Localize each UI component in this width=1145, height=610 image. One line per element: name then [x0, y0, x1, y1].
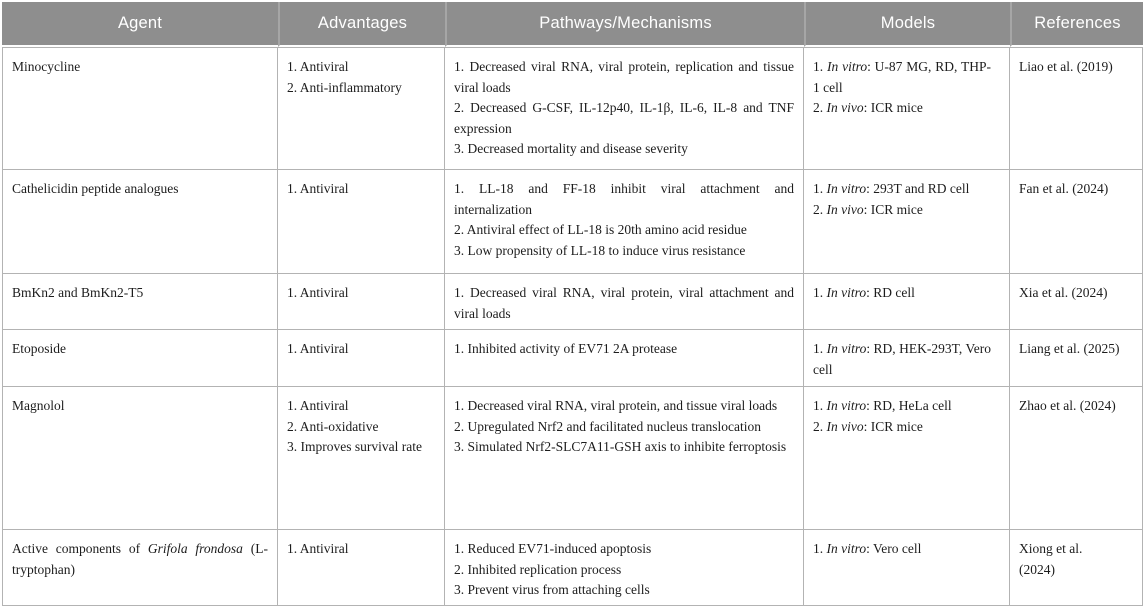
cell-line: Zhao et al. (2024)	[1019, 398, 1116, 413]
pathways-cell	[445, 387, 804, 530]
models-cell	[804, 530, 1010, 606]
cell-line: (2024)	[1019, 561, 1055, 577]
models-cell	[804, 274, 1010, 330]
cell-line: 2. Decreased G-CSF, IL-12p40, IL-1β, IL-6, IL-8 and TNF expression	[454, 100, 794, 136]
cell-line: 2. In vivo: ICR mice	[813, 418, 923, 434]
advantages-cell	[278, 170, 445, 274]
cell-line: 1. In vitro: RD cell	[813, 285, 915, 300]
cell-line: Cathelicidin peptide analogues	[12, 181, 179, 196]
cell-line: 3. Prevent virus from attaching cells	[454, 582, 650, 598]
cell-line: BmKn2 and BmKn2-T5	[12, 285, 144, 300]
agent-cell	[2, 170, 278, 274]
header-models: Models	[804, 2, 1010, 47]
advantages-cell	[278, 387, 445, 530]
header-references: References	[1010, 2, 1143, 47]
table-row	[2, 330, 1143, 387]
cell-line: 2. Antiviral effect of LL-18 is 20th amino acid residue	[454, 222, 747, 238]
agent-cell	[2, 387, 278, 530]
header-row	[2, 2, 1143, 47]
cell-line: Minocycline	[12, 59, 81, 74]
cell-line: 1. Antiviral	[287, 181, 349, 196]
cell-line: 1. In vitro: 293T and RD cell	[813, 181, 970, 196]
cell-line: 2. In vivo: ICR mice	[813, 100, 923, 116]
cell-line: 2. Anti-oxidative	[287, 418, 379, 434]
cell-line: 1. Antiviral	[287, 398, 349, 413]
pathways-cell	[445, 274, 804, 330]
cell-line: Etoposide	[12, 341, 66, 356]
cell-line: Active components of Grifola frondosa (L-tryptophan)	[12, 541, 268, 577]
table-body	[2, 47, 1143, 606]
header-pathways-mechanisms: Pathways/Mechanisms	[445, 2, 804, 47]
cell-line: 1. In vitro: U-87 MG, RD, THP-1 cell	[813, 59, 991, 95]
advantages-cell	[278, 530, 445, 606]
cell-line: 1. LL-18 and FF-18 inhibit viral attachment and internalization	[454, 181, 794, 217]
cell-line: 3. Decreased mortality and disease severity	[454, 141, 688, 157]
cell-line: 1. Antiviral	[287, 341, 349, 356]
cell-line: 1. In vitro: Vero cell	[813, 541, 922, 556]
agent-cell	[2, 330, 278, 387]
cell-line: 1. Decreased viral RNA, viral protein, and tissue viral loads	[454, 398, 778, 413]
cell-line: 1. In vitro: RD, HEK-293T, Vero cell	[813, 341, 991, 377]
table-header	[2, 2, 1143, 47]
pathways-cell	[445, 330, 804, 387]
cell-line: Magnolol	[12, 398, 65, 413]
reference-cell	[1010, 330, 1143, 387]
cell-line: Liao et al. (2019)	[1019, 59, 1113, 74]
cell-line: 3. Low propensity of LL-18 to induce virus resistance	[454, 242, 746, 258]
advantages-cell	[278, 47, 445, 170]
pathways-cell	[445, 530, 804, 606]
cell-line: Liang et al. (2025)	[1019, 341, 1120, 356]
advantages-cell	[278, 330, 445, 387]
cell-line: 2. In vivo: ICR mice	[813, 201, 923, 217]
advantages-cell	[278, 274, 445, 330]
header-advantages: Advantages	[278, 2, 445, 47]
cell-line: 2. Upregulated Nrf2 and facilitated nucleus translocation	[454, 418, 762, 434]
cell-line: Xia et al. (2024)	[1019, 285, 1108, 300]
agent-cell	[2, 530, 278, 606]
cell-line: 1. Antiviral	[287, 59, 349, 74]
cell-line: Fan et al. (2024)	[1019, 181, 1109, 196]
reference-cell	[1010, 170, 1143, 274]
table-row	[2, 274, 1143, 330]
cell-line: 1. Decreased viral RNA, viral protein, viral attachment and viral loads	[454, 285, 794, 321]
cell-line: 2. Anti-inflammatory	[287, 79, 402, 95]
models-cell	[804, 47, 1010, 170]
cell-line: 1. Reduced EV71-induced apoptosis	[454, 541, 652, 556]
reference-cell	[1010, 47, 1143, 170]
agent-cell	[2, 47, 278, 170]
cell-line: 1. Antiviral	[287, 541, 349, 556]
reference-cell	[1010, 530, 1143, 606]
table-row	[2, 387, 1143, 530]
table-row	[2, 530, 1143, 606]
table-row	[2, 47, 1143, 170]
header-agent: Agent	[2, 2, 278, 47]
agents-table	[2, 2, 1143, 606]
agent-cell	[2, 274, 278, 330]
models-cell	[804, 170, 1010, 274]
cell-line: 1. Inhibited activity of EV71 2A protease	[454, 341, 678, 356]
models-cell	[804, 330, 1010, 387]
models-cell	[804, 387, 1010, 530]
cell-line: 3. Improves survival rate	[287, 439, 422, 455]
cell-line: Xiong et al.	[1019, 541, 1083, 556]
pathways-cell	[445, 170, 804, 274]
cell-line: 1. In vitro: RD, HeLa cell	[813, 398, 952, 413]
table-row	[2, 170, 1143, 274]
cell-line: 1. Antiviral	[287, 285, 349, 300]
cell-line: 1. Decreased viral RNA, viral protein, replication and tissue viral loads	[454, 59, 794, 95]
pathways-cell	[445, 47, 804, 170]
cell-line: 3. Simulated Nrf2-SLC7A11-GSH axis to inhibite ferroptosis	[454, 439, 787, 455]
reference-cell	[1010, 387, 1143, 530]
cell-line: 2. Inhibited replication process	[454, 561, 622, 577]
reference-cell	[1010, 274, 1143, 330]
